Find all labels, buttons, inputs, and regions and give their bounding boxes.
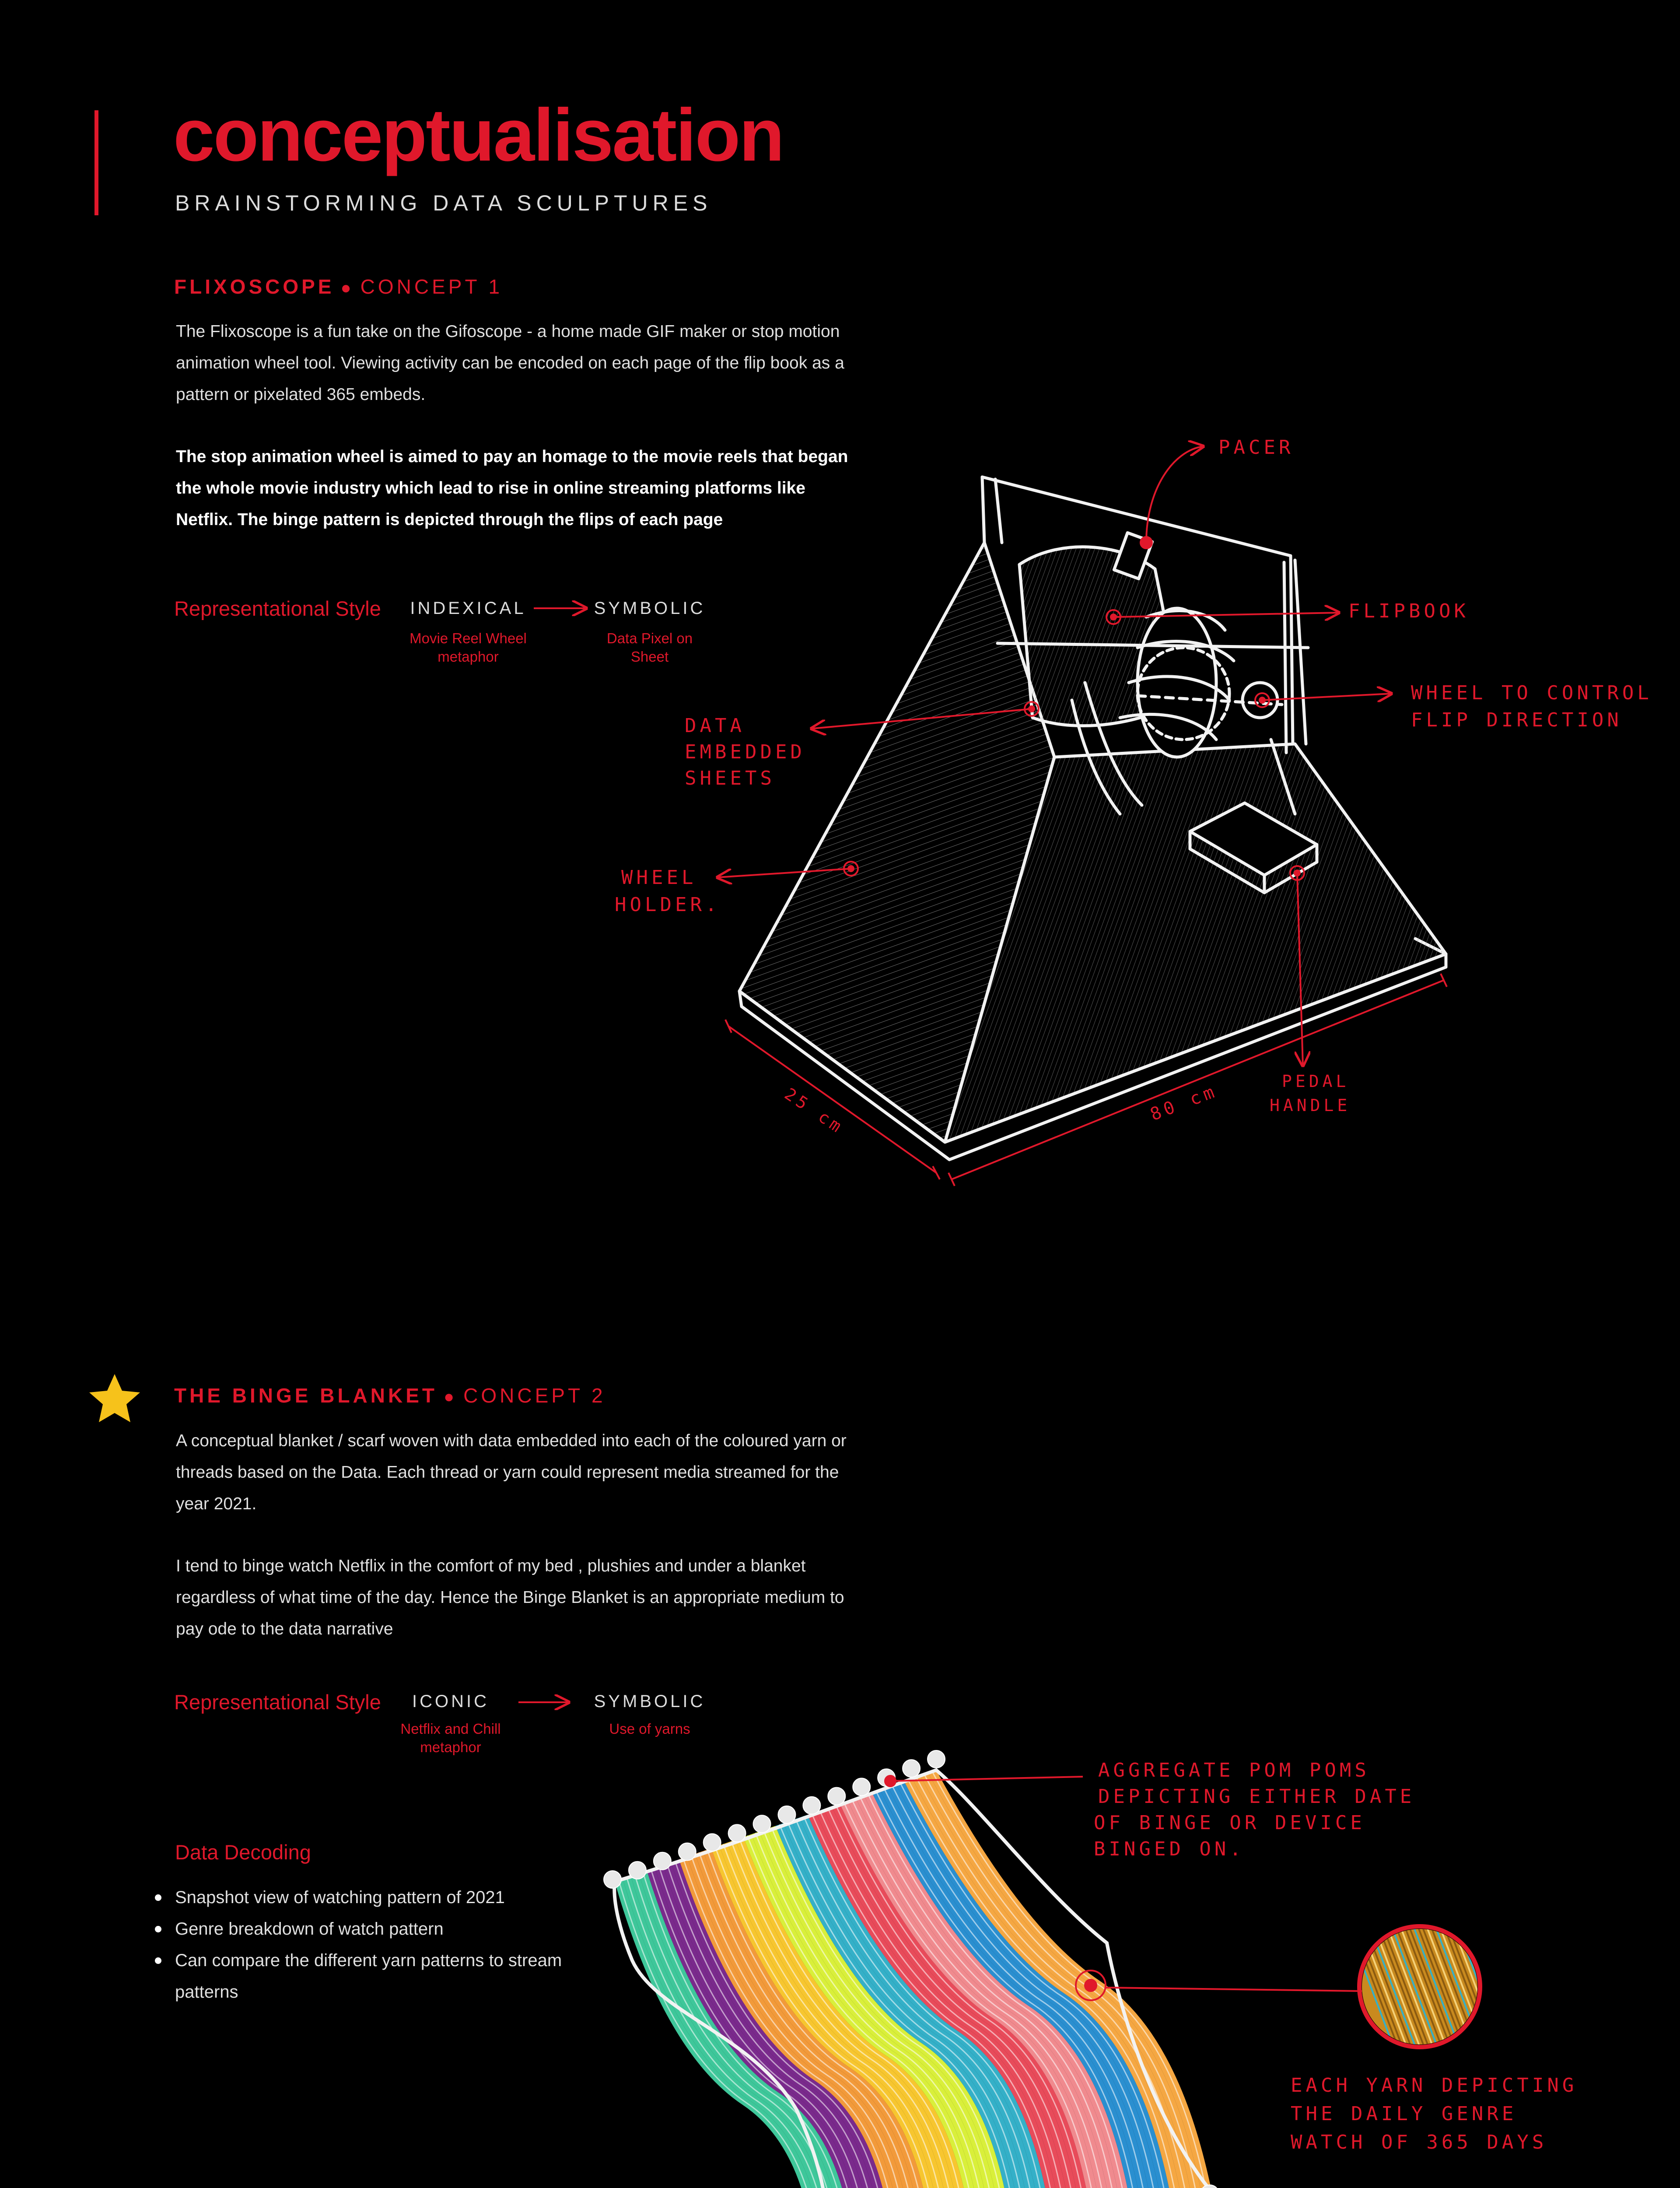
pom-pom [828,1788,845,1805]
label-pom-3: OF BINGE OR DEVICE [1094,1812,1365,1834]
pom-pom [654,1852,671,1870]
concept2-rep-to: SYMBOLIC [594,1692,706,1711]
label-pom-4: BINGED ON. [1094,1838,1245,1860]
yarn-magnifier [1348,1925,1566,2057]
list-item: Snapshot view of watching pattern of 2021 [175,1882,612,1913]
concept1-description: The Flixoscope is a fun take on the Gifoscope - a home made GIF maker or stop motion animation wheel tool. Viewing activity can be encoded on each page of the flip book as a pattern or pixelated 365 embeds. [176,322,844,404]
label-flipbook: FLIPBOOK [1348,600,1469,622]
concept1-rep-to: SYMBOLIC [594,599,706,618]
star-icon [89,1374,140,1422]
lens-strand [1509,1925,1558,2052]
concept2-motivation: I tend to binge watch Netflix in the comfort of my bed , plushies and under a blanket regardless of what time of the day. Hence the Binge Blanket is an appropriate medium to pay ode to the data narrative [176,1557,844,1638]
label-data-2: EMBEDDED [685,741,805,763]
label-pom-1: AGGREGATE POM POMS [1098,1759,1370,1781]
label-dim-width: 80 cm [1147,1080,1221,1125]
pom-pom [679,1843,696,1861]
pom-pom [753,1815,771,1833]
concept1-number: CONCEPT 1 [360,275,503,298]
label-yarn-1: EACH YARN DEPICTING [1291,2074,1578,2097]
concept1-rep-from: INDEXICAL [410,599,526,618]
lens-strand [1505,1925,1553,2052]
label-pacer: PACER [1218,436,1294,459]
concept2-separator: ● [444,1387,458,1406]
label-yarn-2: THE DAILY GENRE [1291,2103,1517,2125]
list-item: Genre breakdown of watch pattern [175,1913,612,1945]
label-pedal-1: PEDAL [1282,1072,1350,1091]
label-holder-1: WHEEL [621,866,697,889]
label-wheel-control-1: WHEEL TO CONTROL [1411,682,1652,704]
pom-pom [778,1806,795,1823]
concept1-rep-from-sub: Movie Reel Wheel metaphor [410,630,527,665]
lens-strand [1483,1925,1531,2052]
label-dim-depth: 25 cm [781,1084,848,1138]
pom-pom [604,1871,621,1888]
pom-pom [928,1750,945,1768]
lens-strand [1496,1925,1544,2052]
label-yarn-3: WATCH OF 365 DAYS [1291,2131,1547,2153]
concept1-rep-to-sub: Data Pixel on Sheet [606,630,693,665]
pom-pom [853,1778,870,1795]
pom-pom [629,1862,646,1879]
flixoscope-sketch [739,477,1446,1160]
concept2-number: CONCEPT 2 [463,1384,606,1407]
pom-pom [803,1797,820,1814]
label-pedal-2: HANDLE [1270,1096,1351,1115]
concept1-separator: ● [340,278,354,298]
lens-strand [1501,1925,1549,2052]
page-subtitle: BRAINSTORMING DATA SCULPTURES [175,191,712,215]
lens-strand [1488,1925,1536,2052]
lens-strand [1514,1925,1562,2052]
label-data-1: DATA [685,715,745,737]
label-wheel-control-2: FLIP DIRECTION [1411,709,1622,731]
pom-pom [704,1834,721,1851]
label-data-3: SHEETS [685,767,775,789]
lens-strand [1518,1925,1566,2052]
concept2-name: THE BINGE BLANKET [174,1384,438,1407]
concept1-homage: The stop animation wheel is aimed to pay an homage to the movie reels that began the whole movie industry which lead to rise in online streaming platforms like Netflix. The binge pattern is depicted through the flips of each page [176,447,848,529]
pom-pom [728,1824,746,1842]
lens-strand [1492,1925,1540,2052]
concept2-rep-from: ICONIC [412,1692,489,1711]
label-holder-2: HOLDER. [615,894,721,916]
data-decoding-title: Data Decoding [175,1841,311,1864]
concept1-name: FLIXOSCOPE [174,275,335,298]
label-pom-2: DEPICTING EITHER DATE [1098,1785,1415,1808]
list-item: Can compare the different yarn patterns to stream patterns [175,1945,612,2008]
page-title: conceptualisation [173,94,784,177]
concept2-rep-from-sub: Netflix and Chill metaphor [400,1721,501,1755]
concept2-rep-label: Representational Style [174,1690,381,1714]
concept1-rep-label: Representational Style [174,597,381,620]
pom-pom [903,1760,920,1777]
concept2-rep-to-sub: Use of yarns [609,1721,690,1737]
lens-strand [1479,1925,1527,2052]
concept2-description: A conceptual blanket / scarf woven with data embedded into each of the coloured yarn or threads based on the Data. Each thread or yarn could represent media streamed for the year 2021. [176,1431,847,1513]
